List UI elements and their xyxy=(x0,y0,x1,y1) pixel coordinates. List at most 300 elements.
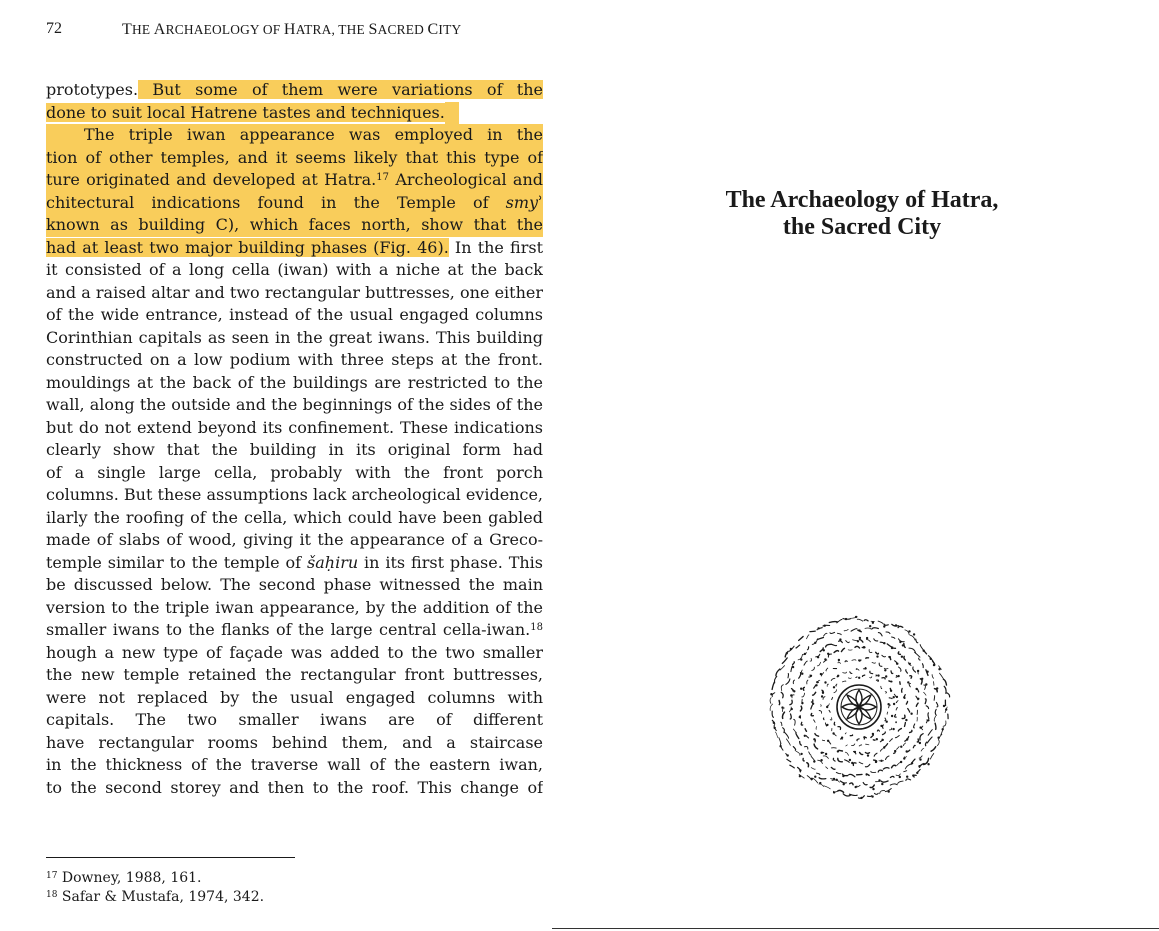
calligraphy-stroke xyxy=(937,741,939,746)
text-line: were not replaced by the usual engaged columns with xyxy=(46,687,543,707)
calligraphy-dot xyxy=(943,705,944,706)
calligraphy-dot xyxy=(884,643,885,644)
calligraphy-dot xyxy=(786,653,787,654)
calligraphy-stroke xyxy=(819,778,826,779)
calligraphy-dot xyxy=(900,761,901,762)
calligraphy-dot xyxy=(825,659,826,660)
calligraphy-dot xyxy=(802,702,803,703)
calligraphy-stroke xyxy=(821,705,822,707)
calligraphy-stroke xyxy=(783,728,785,733)
calligraphy-stroke xyxy=(928,713,929,719)
calligraphy-dot xyxy=(881,725,882,726)
calligraphy-stroke xyxy=(896,722,897,723)
calligraphy-dot xyxy=(780,746,781,747)
calligraphy-stroke xyxy=(898,781,903,784)
title-line-1: The Archaeology of Hatra, xyxy=(725,187,999,213)
calligraphy-stroke xyxy=(882,725,883,728)
calligraphy-stroke xyxy=(916,703,918,706)
calligraphy-dot xyxy=(907,739,908,740)
calligraphy-dot xyxy=(923,650,924,651)
calligraphy-dot xyxy=(882,739,883,740)
calligraphy-stroke xyxy=(816,727,817,730)
calligraphy-stroke xyxy=(836,772,841,773)
calligraphy-stroke xyxy=(817,773,820,775)
calligraphy-dot xyxy=(907,776,908,777)
calligraphy-stroke xyxy=(884,624,888,625)
calligraphy-stroke xyxy=(793,729,795,732)
calligraphy-dot xyxy=(792,666,793,667)
calligraphy-dot xyxy=(916,688,917,689)
calligraphy-dot xyxy=(906,719,907,720)
calligraphy-dot xyxy=(882,783,883,784)
calligraphy-stroke xyxy=(895,715,897,718)
calligraphy-stroke xyxy=(784,732,788,738)
calligraphy-stroke xyxy=(925,699,926,704)
text-line: The triple iwan appearance was employed in the xyxy=(46,124,543,147)
calligraphy-dot xyxy=(908,682,909,683)
calligraphy-dot xyxy=(857,641,858,642)
calligraphy-dot xyxy=(879,780,880,781)
calligraphy-dot xyxy=(821,760,822,761)
calligraphy-dot xyxy=(810,675,811,676)
calligraphy-dot xyxy=(843,775,844,776)
calligraphy-dot xyxy=(841,737,842,738)
calligraphy-stroke xyxy=(826,668,828,671)
calligraphy-dot xyxy=(825,753,826,754)
calligraphy-stroke xyxy=(796,751,800,755)
calligraphy-stroke xyxy=(947,693,950,697)
calligraphy-dot xyxy=(854,751,855,752)
calligraphy-dot xyxy=(904,697,905,698)
calligraphy-dot xyxy=(888,791,889,792)
calligraphy-dot xyxy=(870,626,871,627)
calligraphy-stroke xyxy=(885,692,886,694)
calligraphy-stroke xyxy=(839,750,843,751)
calligraphy-dot xyxy=(833,778,834,779)
calligraphy-dot xyxy=(909,631,910,632)
text-line: the new temple retained the rectangular front buttresses, xyxy=(46,665,543,684)
text-line: smaller iwans to the flanks of the large central cella-iwan.$^{18}$ xyxy=(46,620,543,639)
calligraphy-dot xyxy=(843,784,844,785)
calligraphy-dot xyxy=(816,685,817,686)
calligraphy-dot xyxy=(895,625,896,626)
calligraphy-stroke xyxy=(793,662,795,665)
calligraphy-dot xyxy=(885,670,886,671)
calligraphy-stroke xyxy=(812,700,813,702)
page-bottom-rule xyxy=(552,928,1159,929)
calligraphy-stroke xyxy=(823,697,825,700)
calligraphy-stroke xyxy=(826,767,828,769)
calligraphy-stroke xyxy=(906,701,907,704)
calligraphy-stroke xyxy=(845,733,846,734)
calligraphy-stroke xyxy=(838,727,841,730)
calligraphy-dot xyxy=(876,739,877,740)
calligraphy-stroke xyxy=(834,651,838,653)
text-line: ilarly the roofing of the cella, which could have been gabled xyxy=(46,507,543,527)
calligraphy-dot xyxy=(820,782,821,783)
calligraphy-dot xyxy=(782,707,783,708)
calligraphy-dot xyxy=(811,778,812,779)
calligraphy-stroke xyxy=(831,767,835,769)
calligraphy-stroke xyxy=(921,748,924,751)
calligraphy-stroke xyxy=(790,765,795,768)
calligraphy-stroke xyxy=(934,716,935,721)
calligraphy-stroke xyxy=(824,633,827,636)
text-line: temple similar to the temple of šaḥiru in its first phase. This xyxy=(46,552,543,572)
calligraphy-stroke xyxy=(787,759,791,762)
calligraphy-dot xyxy=(827,724,828,725)
calligraphy-stroke xyxy=(890,739,893,742)
calligraphy-dot xyxy=(920,759,921,760)
calligraphy-stroke xyxy=(819,711,821,714)
calligraphy-stroke xyxy=(845,760,850,763)
calligraphy-dot xyxy=(902,645,903,646)
calligraphy-dot xyxy=(922,678,923,679)
calligraphy-dot xyxy=(864,737,865,738)
calligraphy-stroke xyxy=(889,705,891,708)
calligraphy-stroke xyxy=(926,720,927,723)
text-line: constructed on a low podium with three steps at the front. xyxy=(46,350,543,369)
calligraphy-stroke xyxy=(878,770,882,772)
calligraphy-stroke xyxy=(896,676,897,678)
calligraphy-stroke xyxy=(860,753,863,755)
calligraphy-stroke xyxy=(793,680,794,684)
calligraphy-dot xyxy=(898,675,899,676)
calligraphy-dot xyxy=(791,695,792,696)
calligraphy-dot xyxy=(859,677,860,678)
calligraphy-stroke xyxy=(886,632,890,634)
calligraphy-dot xyxy=(837,751,838,752)
calligraphy-stroke xyxy=(800,742,802,746)
calligraphy-stroke xyxy=(857,785,860,787)
calligraphy-stroke xyxy=(889,728,891,730)
calligraphy-dot xyxy=(801,753,802,754)
calligraphy-stroke xyxy=(817,662,820,666)
calligraphy-stroke xyxy=(786,679,790,685)
calligraphy-stroke xyxy=(915,652,920,657)
calligraphy-stroke xyxy=(896,701,898,703)
calligraphy-dot xyxy=(890,690,891,691)
calligraphy-dot xyxy=(891,647,892,648)
calligraphy-stroke xyxy=(913,667,916,672)
calligraphy-stroke xyxy=(796,733,799,739)
calligraphy-stroke xyxy=(834,722,835,725)
calligraphy-stroke xyxy=(808,647,809,650)
calligraphy-dot xyxy=(888,704,889,705)
text-line: capitals. The two smaller iwans are of different xyxy=(46,710,543,729)
calligraphy-stroke xyxy=(935,723,936,729)
calligraphy-stroke xyxy=(887,712,888,714)
calligraphy-dot xyxy=(889,656,890,657)
text-line: had at least two major building phases (Fig. 46). In the first xyxy=(46,237,543,257)
calligraphy-stroke xyxy=(890,784,897,785)
calligraphy-stroke xyxy=(892,765,896,767)
calligraphy-stroke xyxy=(897,747,900,750)
calligraphy-stroke xyxy=(857,619,863,621)
right-page xyxy=(552,0,1159,931)
calligraphy-stroke xyxy=(925,742,926,746)
footnote-ref[interactable]: 18 xyxy=(530,622,543,633)
calligraphy-dot xyxy=(891,715,892,716)
calligraphy-dot xyxy=(838,659,839,660)
text-line: tion of other temples, and it seems likely that this type of xyxy=(46,147,543,170)
calligraphy-stroke xyxy=(932,675,933,679)
calligraphy-stroke xyxy=(804,746,807,749)
calligraphy-stroke xyxy=(906,670,908,673)
calligraphy-stroke xyxy=(899,667,901,671)
calligraphy-stroke xyxy=(883,732,886,735)
text-line: be discussed below. The second phase witnessed the main xyxy=(46,575,543,594)
calligraphy-stroke xyxy=(857,739,859,741)
calligraphy-dot xyxy=(872,622,873,623)
calligraphy-stroke xyxy=(918,769,920,772)
calligraphy-stroke xyxy=(877,680,879,681)
calligraphy-stroke xyxy=(829,710,830,712)
calligraphy-stroke xyxy=(866,744,869,745)
page-number: 72 xyxy=(46,20,62,37)
calligraphy-dot xyxy=(913,775,914,776)
calligraphy-stroke xyxy=(889,681,892,682)
calligraphy-dot xyxy=(799,716,800,717)
calligraphy-stroke xyxy=(830,632,835,633)
calligraphy-dot xyxy=(833,687,834,688)
calligraphy-stroke xyxy=(804,661,807,665)
calligraphy-dot xyxy=(886,721,887,722)
calligraphy-dot xyxy=(906,751,907,752)
title-line-2: the Sacred City xyxy=(782,214,942,240)
calligraphy-stroke xyxy=(889,698,892,699)
calligraphy-stroke xyxy=(780,666,785,671)
calligraphy-dot xyxy=(942,729,943,730)
calligraphy-stroke xyxy=(880,642,883,643)
running-head: THE ARCHAEOLOGY OF HATRA, THE SACRED CITY xyxy=(122,21,462,38)
text-line: have rectangular rooms behind them, and a staircase xyxy=(46,732,543,752)
calligraphy-stroke xyxy=(852,660,856,661)
calligraphy-dot xyxy=(911,713,912,714)
calligraphy-stroke xyxy=(896,708,897,710)
calligraphy-stroke xyxy=(788,674,789,678)
calligraphy-stroke xyxy=(922,726,923,730)
calligraphy-stroke xyxy=(936,702,937,707)
calligraphy-stroke xyxy=(829,622,837,623)
calligraphy-stroke xyxy=(810,631,815,632)
calligraphy-stroke xyxy=(884,744,888,747)
calligraphy-dot xyxy=(855,616,856,617)
calligraphy-stroke xyxy=(843,672,847,673)
calligraphy-dot xyxy=(937,688,938,689)
calligraphy-dot xyxy=(877,656,878,657)
calligraphy-stroke xyxy=(923,664,924,668)
calligraphy-stroke xyxy=(841,648,844,651)
footnote: $^{18}$ Safar & Mustafa, 1974, 342. xyxy=(46,889,265,905)
calligraphy-stroke xyxy=(831,678,835,680)
calligraphy-stroke xyxy=(895,736,899,738)
calligraphy-stroke xyxy=(871,771,876,772)
calligraphy-stroke xyxy=(919,658,921,660)
footnote-ref[interactable]: 17 xyxy=(376,172,390,183)
calligraphy-stroke xyxy=(779,701,780,705)
calligraphy-stroke xyxy=(844,629,848,630)
calligraphy-stroke xyxy=(924,685,926,690)
calligraphy-stroke xyxy=(801,722,802,725)
calligraphy-stroke xyxy=(887,644,893,647)
calligraphy-stroke xyxy=(943,679,946,685)
calligraphy-stroke xyxy=(786,739,790,745)
calligraphy-stroke xyxy=(935,709,936,715)
calligraphy-dot xyxy=(771,694,772,695)
calligraphy-stroke xyxy=(880,749,882,751)
calligraphy-stroke xyxy=(772,693,775,697)
calligraphy-dot xyxy=(801,659,802,660)
calligraphy-stroke xyxy=(910,730,912,732)
calligraphy-dot xyxy=(913,634,914,635)
text-line: it consisted of a long cella (iwan) with a niche at the back xyxy=(46,260,543,279)
calligraphy-stroke xyxy=(874,753,877,756)
text-line: but do not extend beyond its confinement. These indications xyxy=(46,417,543,437)
calligraphy-stroke xyxy=(880,791,885,794)
calligraphy-stroke xyxy=(779,738,781,744)
calligraphy-dot xyxy=(815,642,816,643)
calligraphy-stroke xyxy=(856,669,859,671)
calligraphy-stroke xyxy=(876,652,879,654)
half-title xyxy=(652,187,1072,241)
calligraphy-dot xyxy=(895,750,896,751)
calligraphy-dot xyxy=(930,658,931,659)
calligraphy-stroke xyxy=(863,783,867,785)
calligraphy-stroke xyxy=(869,650,872,653)
calligraphy-stroke xyxy=(839,641,843,643)
calligraphy-stroke xyxy=(877,730,879,731)
calligraphy-stroke xyxy=(810,658,811,661)
calligraphy-stroke xyxy=(891,671,893,674)
calligraphy-stroke xyxy=(870,677,872,678)
calligraphy-stroke xyxy=(823,718,824,720)
calligraphy-stroke xyxy=(859,762,863,764)
text-line: chitectural indications found in the Temple of smyʾ xyxy=(46,192,543,215)
text-line xyxy=(46,102,543,125)
calligraphy-stroke xyxy=(850,735,852,736)
calligraphy-dot xyxy=(917,670,918,671)
calligraphy-dot xyxy=(872,796,873,797)
calligraphy-dot xyxy=(827,740,828,741)
text-line: mouldings at the back of the buildings are restricted to the xyxy=(46,372,543,392)
calligraphy-stroke xyxy=(898,626,903,627)
calligraphy-dot xyxy=(927,671,928,672)
calligraphy-stroke xyxy=(872,663,875,664)
calligraphy-stroke xyxy=(856,676,858,677)
calligraphy-stroke xyxy=(827,684,828,686)
calligraphy-dot xyxy=(799,776,800,777)
calligraphy-dot xyxy=(897,663,898,664)
calligraphy-stroke xyxy=(885,718,886,721)
calligraphy-stroke xyxy=(790,714,791,719)
calligraphy-stroke xyxy=(828,704,830,706)
calligraphy-dot xyxy=(774,727,775,728)
calligraphy-stroke xyxy=(840,781,846,783)
calligraphy-stroke xyxy=(855,646,860,648)
calligraphy-stroke xyxy=(849,774,855,776)
calligraphy-stroke xyxy=(813,720,815,723)
calligraphy-dot xyxy=(920,727,921,728)
text-line: made of slabs of wood, giving it the appearance of a Greco- xyxy=(46,530,543,549)
calligraphy-stroke xyxy=(881,781,888,782)
calligraphy-stroke xyxy=(801,670,802,672)
calligraphy-stroke xyxy=(803,687,804,690)
calligraphy-stroke xyxy=(865,753,869,754)
calligraphy-dot xyxy=(893,697,894,698)
calligraphy-dot xyxy=(825,682,826,683)
calligraphy-dot xyxy=(800,770,801,771)
calligraphy-dot xyxy=(815,776,816,777)
calligraphy-stroke xyxy=(883,768,889,769)
calligraphy-dot xyxy=(822,692,823,693)
calligraphy-stroke xyxy=(905,630,909,635)
calligraphy-dot xyxy=(867,755,868,756)
calligraphy-stroke xyxy=(928,730,932,736)
calligraphy-stroke xyxy=(910,676,912,678)
calligraphy-stroke xyxy=(866,774,869,775)
calligraphy-stroke xyxy=(802,693,805,697)
calligraphy-dot xyxy=(836,779,837,780)
text-line: version to the triple iwan appearance, by the addition of the xyxy=(46,597,543,617)
calligraphy-stroke xyxy=(793,747,795,751)
calligraphy-dot xyxy=(911,763,912,764)
calligraphy-dot xyxy=(802,673,803,674)
calligraphy-stroke xyxy=(904,771,907,772)
calligraphy-dot xyxy=(827,706,828,707)
calligraphy-stroke xyxy=(796,645,800,648)
calligraphy-dot xyxy=(878,675,879,676)
calligraphy-dot xyxy=(859,637,860,638)
calligraphy-stroke xyxy=(884,668,888,669)
calligraphy-stroke xyxy=(875,793,879,794)
calligraphy-dot xyxy=(875,761,876,762)
calligraphy-dot xyxy=(866,637,867,638)
calligraphy-stroke xyxy=(770,698,771,704)
calligraphy-stroke xyxy=(894,753,895,754)
calligraphy-stroke xyxy=(838,633,842,634)
calligraphy-stroke xyxy=(824,786,830,789)
calligraphy-stroke xyxy=(794,719,795,725)
calligraphy-stroke xyxy=(878,621,883,624)
calligraphy-stroke xyxy=(943,721,946,726)
calligraphy-dot xyxy=(845,618,846,619)
text-line: known as building C), which faces north, show that the xyxy=(46,214,543,237)
calligraphy-stroke xyxy=(772,682,774,690)
calligraphy-stroke xyxy=(774,676,776,683)
calligraphy-stroke xyxy=(927,737,932,743)
calligraphy-stroke xyxy=(842,681,846,682)
calligraphy-stroke xyxy=(898,652,900,655)
calligraphy-stroke xyxy=(834,690,837,693)
calligraphy-dot xyxy=(896,696,897,697)
calligraphy-dot xyxy=(938,737,939,738)
calligraphy-stroke xyxy=(886,756,890,760)
calligraphy-dot xyxy=(817,682,818,683)
calligraphy-stroke xyxy=(903,743,905,746)
calligraphy-dot xyxy=(918,698,919,699)
calligraphy-stroke xyxy=(917,739,918,742)
text-line: prototypes. But some of them were variations of the xyxy=(46,79,543,102)
calligraphy-stroke xyxy=(807,763,809,767)
calligraphy-stroke xyxy=(881,686,882,688)
calligraphy-dot xyxy=(818,628,819,629)
highlighted-text: had at least two major building phases (Fig. 46). xyxy=(46,237,449,257)
calligraphy-stroke xyxy=(874,639,878,641)
calligraphy-stroke xyxy=(906,779,911,781)
calligraphy-stroke xyxy=(867,796,871,797)
calligraphy-stroke xyxy=(807,635,810,639)
